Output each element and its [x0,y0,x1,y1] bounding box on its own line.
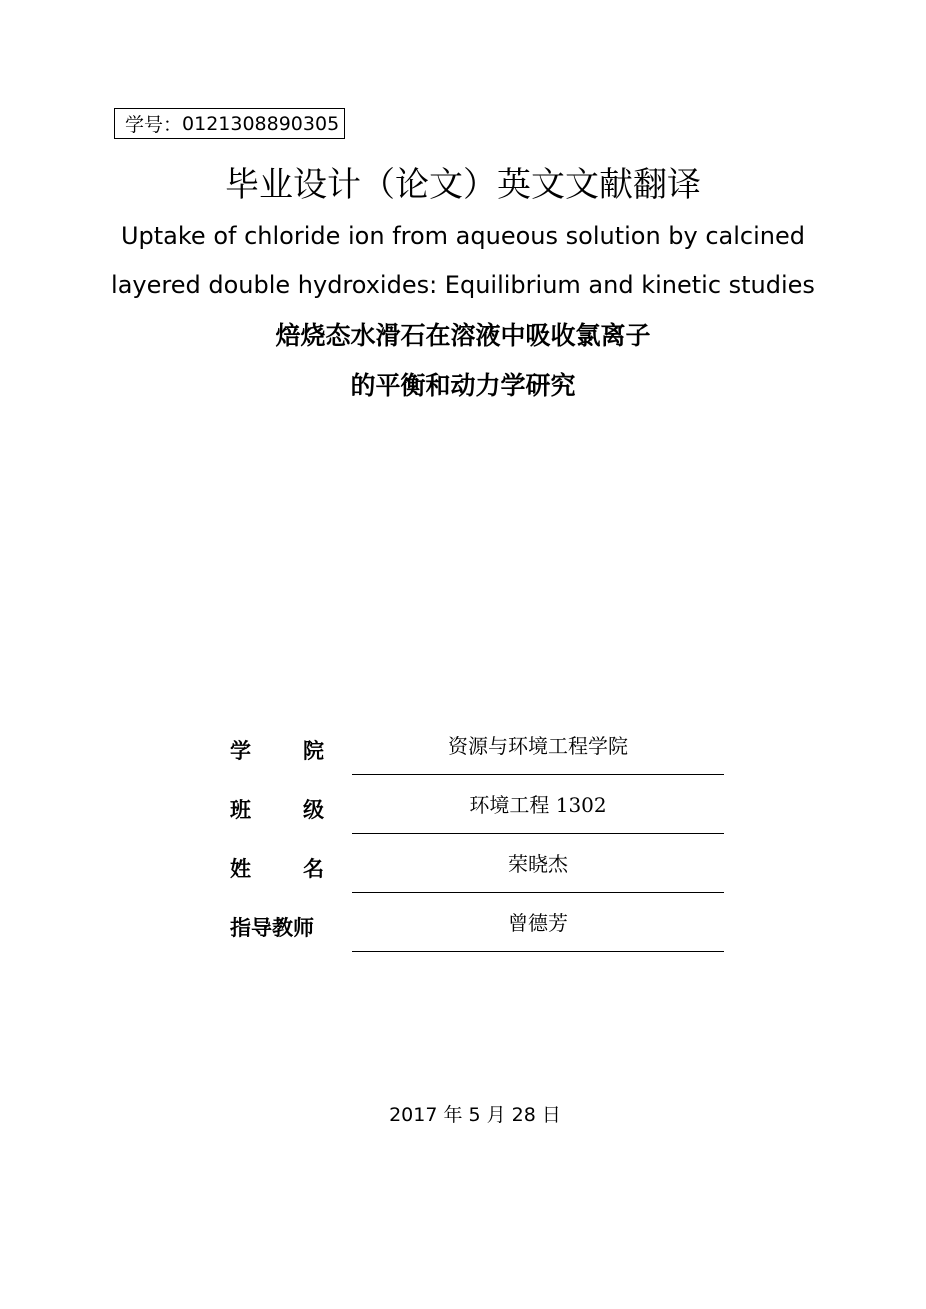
info-row-advisor [230,897,724,956]
document-title: 毕业设计（论文）英文文献翻译 [225,165,701,205]
english-title-line-2: layered double hydroxides: Equilibrium and kinetic studies [111,271,815,299]
label-char: 姓 [230,857,251,881]
label-text: 指导教师 [230,916,314,940]
student-id-value: 0121308890305 [182,112,340,135]
info-value-advisor: 曾德芳 [352,907,724,952]
label-char: 学 [230,739,251,763]
label-char: 名 [303,857,324,881]
label-char: 班 [230,798,251,822]
info-label-college [230,736,324,766]
info-label-class [230,795,324,825]
info-value-class: 环境工程 1302 [352,789,724,834]
document-date: 2017 年 5 月 28 日 [389,1104,561,1126]
label-char: 院 [303,739,324,763]
info-label-name [230,854,324,884]
info-row-name [230,838,724,897]
translated-title-line-2: 的平衡和动力学研究 [350,371,576,400]
info-row-class [230,779,724,838]
info-table [230,720,724,956]
info-label-advisor [230,913,324,943]
student-id-label: 学号： [125,114,183,136]
english-title [0,212,926,310]
info-row-college [230,720,724,779]
chinese-translated-title [0,311,926,411]
english-title-line-1: Uptake of chloride ion from aqueous solution by calcined [120,222,806,250]
label-char: 级 [303,798,324,822]
info-value-college: 资源与环境工程学院 [352,730,724,775]
translated-title-line-1: 焙烧态水滑石在溶液中吸收氯离子 [275,321,651,350]
info-value-name: 荣晓杰 [352,848,724,893]
student-id-box [114,108,345,139]
